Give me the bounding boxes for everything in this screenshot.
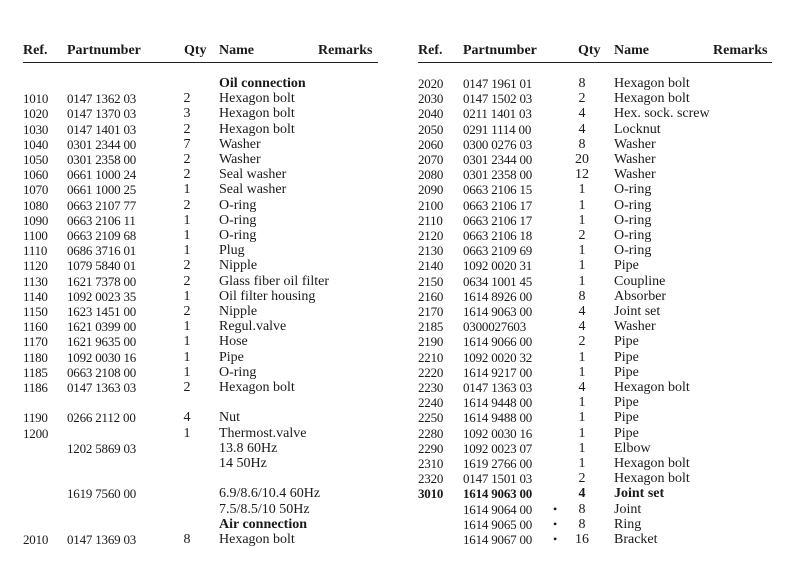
row-name: O-ring: [614, 197, 652, 213]
row-qty: 1: [183, 243, 191, 259]
row-qty: 1: [578, 258, 586, 274]
row-name: Elbow: [614, 440, 651, 456]
row-name: 13.8 60Hz: [219, 440, 278, 456]
row-qty: 1: [183, 212, 191, 228]
row-ref: 2320: [418, 471, 444, 487]
row-name: Pipe: [614, 395, 639, 411]
row-qty: 2: [183, 167, 191, 183]
row-name: Nipple: [219, 258, 258, 274]
row-ref: 1110: [23, 243, 48, 259]
row-ref: 1010: [23, 91, 49, 107]
row-qty: 1: [183, 334, 191, 350]
row-partnumber: 1614 9067 00: [463, 532, 533, 547]
row-partnumber: 0147 1501 03: [463, 471, 533, 487]
row-name: Hexagon bolt: [219, 106, 295, 122]
row-partnumber: 0147 1370 03: [67, 106, 137, 122]
row-ref: 1140: [23, 288, 48, 304]
row-qty: 1: [578, 197, 586, 213]
row-qty: 4: [578, 380, 586, 395]
row-name: O-ring: [614, 228, 652, 243]
row-name: Washer: [614, 167, 656, 183]
row-ref: 2090: [418, 182, 444, 198]
row-name: Joint set: [614, 486, 665, 502]
col-header-remarks-right: Remarks: [713, 43, 768, 58]
row-ref: 2185: [418, 319, 444, 335]
row-name: Oil filter housing: [219, 288, 316, 304]
row-name: Oil connection: [219, 76, 306, 91]
row-ref: 2070: [418, 152, 444, 167]
row-name: Plug: [219, 243, 245, 259]
row-qty: 1: [183, 425, 191, 441]
row-name: Nut: [219, 410, 240, 426]
row-partnumber: 1092 0030 16: [463, 425, 533, 441]
row-name: Locknut: [614, 121, 661, 137]
row-name: Washer: [614, 136, 656, 152]
subitem-bullet-icon: •: [553, 532, 558, 546]
row-partnumber: 0147 1961 01: [463, 76, 533, 91]
row-partnumber: 1614 9488 00: [463, 410, 533, 426]
row-ref: 2130: [418, 243, 444, 259]
row-qty: 1: [578, 425, 586, 441]
row-partnumber: 0663 2109 68: [67, 228, 137, 243]
row-qty: 1: [578, 349, 586, 365]
row-partnumber: 0147 1401 03: [67, 121, 137, 137]
row-partnumber: 0300027603: [463, 319, 527, 335]
row-name: Air connection: [219, 516, 308, 532]
row-name: O-ring: [219, 197, 257, 213]
row-name: O-ring: [614, 182, 652, 198]
row-qty: 8: [183, 532, 191, 547]
row-name: Hexagon bolt: [219, 121, 295, 137]
row-ref: 2230: [418, 380, 444, 395]
row-qty: 8: [578, 136, 586, 152]
row-partnumber: 0661 1000 24: [67, 167, 137, 183]
row-name: 6.9/8.6/10.4 60Hz: [219, 486, 321, 502]
row-partnumber: 1092 0023 07: [463, 440, 533, 456]
row-partnumber: 0291 1114 00: [463, 121, 532, 137]
row-ref: 2220: [418, 364, 444, 380]
row-qty: 1: [183, 319, 191, 335]
row-ref: 2150: [418, 273, 444, 289]
row-qty: 4: [578, 121, 586, 137]
row-ref: 1050: [23, 152, 49, 167]
row-name: Seal washer: [219, 167, 287, 183]
row-partnumber: 1092 0020 31: [463, 258, 533, 274]
row-name: Washer: [614, 319, 656, 335]
row-ref: 2050: [418, 121, 444, 137]
row-qty: 4: [578, 486, 586, 502]
row-partnumber: 0301 2358 00: [67, 152, 137, 167]
row-partnumber: 1092 0023 35: [67, 288, 137, 304]
row-qty: 2: [183, 258, 191, 274]
row-ref: 1200: [23, 425, 49, 441]
row-name: 14 50Hz: [219, 456, 267, 471]
row-partnumber: 1614 9217 00: [463, 364, 533, 380]
row-qty: 1: [183, 228, 191, 243]
row-partnumber: 0663 2106 17: [463, 212, 533, 228]
row-name: Nipple: [219, 304, 258, 319]
row-ref: 1160: [23, 319, 48, 335]
row-name: Pipe: [614, 349, 639, 365]
row-partnumber: 0211 1401 03: [463, 106, 532, 122]
row-qty: 1: [578, 364, 586, 380]
row-ref: 2240: [418, 395, 444, 411]
row-ref: 3010: [418, 486, 444, 502]
row-partnumber: 1623 1451 00: [67, 304, 137, 319]
row-partnumber: 1619 2766 00: [463, 456, 533, 471]
row-partnumber: 0147 1502 03: [463, 91, 533, 107]
row-partnumber: 1092 0020 32: [463, 349, 533, 365]
row-partnumber: 0663 2106 18: [463, 228, 533, 243]
row-qty: 1: [578, 410, 586, 426]
row-name: Thermost.valve: [219, 425, 307, 441]
row-qty: 20: [575, 152, 589, 167]
row-partnumber: 1621 9635 00: [67, 334, 137, 350]
row-ref: 1080: [23, 197, 49, 213]
row-qty: 2: [183, 91, 191, 107]
row-qty: 1: [578, 212, 586, 228]
row-ref: 1186: [23, 380, 48, 395]
row-ref: 1100: [23, 228, 48, 243]
row-name: Ring: [614, 516, 642, 532]
row-ref: 2100: [418, 197, 444, 213]
row-partnumber: 0663 2106 15: [463, 182, 533, 198]
row-partnumber: 0301 2344 00: [463, 152, 533, 167]
row-partnumber: 1614 9064 00: [463, 501, 533, 517]
col-header-name-right: Name: [614, 43, 649, 58]
row-ref: 1120: [23, 258, 48, 274]
row-ref: 2080: [418, 167, 444, 183]
row-name: Hexagon bolt: [614, 91, 690, 107]
row-name: Bracket: [614, 532, 658, 547]
row-name: O-ring: [614, 212, 652, 228]
row-partnumber: 1079 5840 01: [67, 258, 137, 274]
header-rule-right: [418, 62, 772, 63]
row-ref: 1030: [23, 121, 49, 137]
row-partnumber: 1619 7560 00: [67, 486, 137, 502]
row-qty: 2: [578, 334, 586, 350]
row-ref: 1060: [23, 167, 49, 183]
row-name: Pipe: [219, 349, 244, 365]
row-ref: 1190: [23, 410, 48, 426]
row-qty: 2: [183, 197, 191, 213]
row-partnumber: 0686 3716 01: [67, 243, 137, 259]
row-partnumber: 0300 0276 03: [463, 136, 533, 152]
row-ref: 1070: [23, 182, 49, 198]
row-partnumber: 1614 9063 00: [463, 486, 533, 502]
row-name: O-ring: [219, 364, 257, 380]
row-partnumber: 1092 0030 16: [67, 349, 137, 365]
row-name: Hexagon bolt: [219, 380, 295, 395]
row-ref: 2290: [418, 440, 444, 456]
row-name: Glass fiber oil filter: [219, 273, 330, 289]
row-qty: 1: [183, 182, 191, 198]
row-partnumber: 0266 2112 00: [67, 410, 136, 426]
row-ref: 2110: [418, 212, 443, 228]
row-name: Pipe: [614, 425, 639, 441]
row-qty: 1: [578, 440, 586, 456]
row-qty: 4: [578, 106, 586, 122]
col-header-ref-right: Ref.: [418, 43, 443, 58]
row-ref: 2010: [23, 532, 49, 547]
row-qty: 8: [578, 288, 586, 304]
row-name: Regul.valve: [219, 319, 287, 335]
row-ref: 2280: [418, 425, 444, 441]
row-partnumber: 0147 1362 03: [67, 91, 137, 107]
row-qty: 1: [578, 395, 586, 411]
row-partnumber: 1614 9066 00: [463, 334, 533, 350]
row-partnumber: 1614 8926 00: [463, 288, 533, 304]
row-qty: 1: [578, 243, 586, 259]
row-ref: 1020: [23, 106, 49, 122]
row-qty: 3: [183, 106, 191, 122]
row-partnumber: 1614 9063 00: [463, 304, 533, 319]
row-qty: 1: [578, 273, 586, 289]
row-ref: 2310: [418, 456, 444, 471]
row-qty: 1: [578, 182, 586, 198]
row-qty: 1: [183, 349, 191, 365]
row-name: Hexagon bolt: [219, 91, 295, 107]
row-name: Hex. sock. screw: [614, 106, 710, 122]
col-header-qty-right: Qty: [578, 43, 601, 58]
row-qty: 1: [183, 364, 191, 380]
row-name: Pipe: [614, 334, 639, 350]
row-partnumber: 0147 1369 03: [67, 532, 137, 547]
row-qty: 2: [183, 380, 191, 395]
row-name: Pipe: [614, 258, 639, 274]
row-partnumber: 0147 1363 03: [463, 380, 533, 395]
row-partnumber: 0661 1000 25: [67, 182, 137, 198]
row-qty: 4: [183, 410, 191, 426]
row-name: Joint: [614, 501, 642, 517]
row-qty: 2: [183, 121, 191, 137]
row-name: Hexagon bolt: [614, 76, 690, 91]
row-qty: 12: [575, 167, 589, 183]
row-partnumber: 0663 2109 69: [463, 243, 533, 259]
row-name: O-ring: [219, 212, 257, 228]
row-name: Washer: [614, 152, 656, 167]
row-qty: 2: [183, 273, 191, 289]
row-partnumber: 0663 2106 17: [463, 197, 533, 213]
col-header-remarks: Remarks: [318, 43, 373, 58]
row-partnumber: 1621 7378 00: [67, 273, 137, 289]
row-qty: 8: [578, 501, 586, 517]
row-qty: 2: [578, 228, 586, 243]
row-ref: 2040: [418, 106, 444, 122]
row-ref: 2030: [418, 91, 444, 107]
row-ref: 2250: [418, 410, 444, 426]
row-partnumber: 1621 0399 00: [67, 319, 137, 335]
row-ref: 2190: [418, 334, 444, 350]
row-ref: 1090: [23, 212, 49, 228]
row-ref: 2120: [418, 228, 444, 243]
row-ref: 2170: [418, 304, 444, 319]
row-qty: 2: [578, 91, 586, 107]
col-header-name: Name: [219, 43, 254, 58]
subitem-bullet-icon: •: [553, 501, 558, 516]
row-ref: 1180: [23, 349, 48, 365]
row-name: Pipe: [614, 410, 639, 426]
row-ref: 2160: [418, 288, 444, 304]
row-name: Washer: [219, 152, 261, 167]
row-partnumber: 0301 2344 00: [67, 136, 137, 152]
row-ref: 1040: [23, 136, 49, 152]
row-qty: 2: [578, 471, 586, 487]
subitem-bullet-icon: •: [553, 516, 558, 531]
row-partnumber: 1202 5869 03: [67, 440, 137, 456]
row-qty: 8: [578, 516, 586, 532]
row-partnumber: 0663 2106 11: [67, 212, 136, 228]
row-qty: 4: [578, 319, 586, 335]
row-ref: 2210: [418, 349, 444, 365]
row-partnumber: 0301 2358 00: [463, 167, 533, 183]
row-name: Hexagon bolt: [614, 380, 690, 395]
row-ref: 1130: [23, 273, 48, 289]
row-partnumber: 0663 2108 00: [67, 364, 137, 380]
row-ref: 2140: [418, 258, 444, 274]
col-header-partnumber-right: Partnumber: [463, 43, 537, 58]
row-qty: 1: [183, 288, 191, 304]
row-name: O-ring: [614, 243, 652, 259]
row-ref: 1150: [23, 304, 48, 319]
row-name: Joint set: [614, 304, 661, 319]
row-partnumber: 0634 1001 45: [463, 273, 533, 289]
row-partnumber: 0147 1363 03: [67, 380, 137, 395]
row-name: Coupline: [614, 273, 666, 289]
header-rule-left: [23, 62, 378, 63]
row-partnumber: 1614 9448 00: [463, 395, 533, 411]
row-qty: 2: [183, 304, 191, 319]
col-header-ref: Ref.: [23, 43, 48, 58]
row-ref: 2020: [418, 76, 444, 91]
col-header-partnumber: Partnumber: [67, 43, 141, 58]
row-name: Pipe: [614, 364, 639, 380]
row-name: Seal washer: [219, 182, 287, 198]
row-qty: 7: [183, 136, 191, 152]
row-name: Hexagon bolt: [614, 456, 690, 471]
row-qty: 2: [183, 152, 191, 167]
col-header-qty: Qty: [184, 43, 207, 58]
row-partnumber: 0663 2107 77: [67, 197, 137, 213]
row-qty: 16: [575, 532, 589, 547]
row-name: O-ring: [219, 228, 257, 243]
row-ref: 1185: [23, 364, 48, 380]
row-name: Hexagon bolt: [614, 471, 690, 487]
row-name: Hose: [219, 334, 248, 350]
row-qty: 1: [578, 456, 586, 471]
row-name: Absorber: [614, 288, 667, 304]
row-name: Washer: [219, 136, 261, 152]
row-ref: 2060: [418, 136, 444, 152]
row-qty: 8: [578, 76, 586, 91]
row-qty: 4: [578, 304, 586, 319]
row-name: 7.5/8.5/10 50Hz: [219, 501, 310, 517]
row-partnumber: 1614 9065 00: [463, 516, 533, 532]
row-ref: 1170: [23, 334, 48, 350]
row-name: Hexagon bolt: [219, 532, 295, 547]
